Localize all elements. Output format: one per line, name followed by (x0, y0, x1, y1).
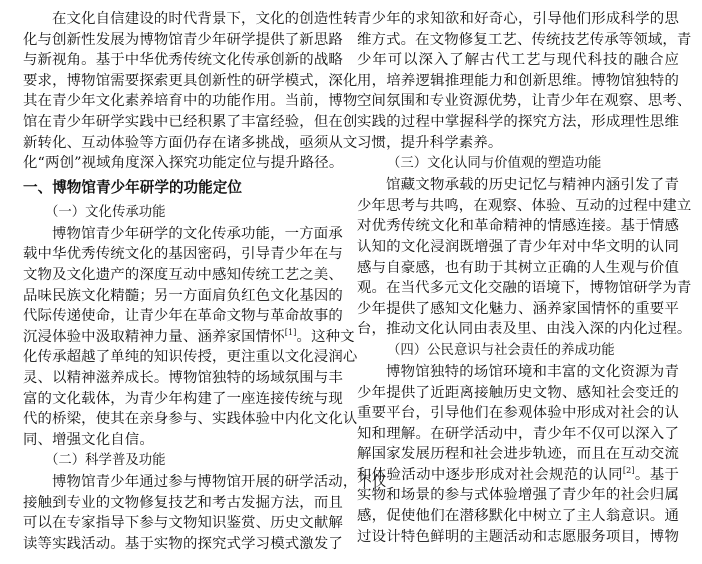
text-line: 博物馆独特的场馆环境和丰富的文化资源为青 (386, 363, 679, 380)
text-line: 空间氛围和专业资源优势，让青少年在观察、思考、 (357, 93, 692, 110)
text-line: 青少年的求知欲和好奇心，引导他们形成科学的思 (357, 11, 679, 27)
text-line: 接触到专业的文物修复技艺和考古发掘方法，而且 (23, 494, 343, 511)
text-line: 化“两创”视域角度深入探究功能定位与提升路径。 (23, 155, 344, 172)
text-line: 知和理解。在研学活动中，青少年不仅可以深入了 (357, 425, 679, 442)
text-segment: 和体验活动中逐步形成对社会规范的认同 (357, 466, 623, 483)
text-line: 与新视角。基于中华优秀传统文化传承创新的战略 (23, 52, 343, 69)
text-line: 观。在当代多元文化交融的语境下，博物馆研学为青 (357, 280, 692, 297)
text-line: 台，推动文化认同由表及里、由浅入深的内化过程。 (357, 321, 692, 338)
cultural-heritage-paragraph (23, 224, 358, 451)
text-line (357, 465, 679, 486)
text-line: 代的桥梁，使其在亲身参与、实践体验中内化文化认 (23, 411, 358, 428)
text-line: 认知的文化浸润既增强了青少年对中华文明的认同 (357, 238, 679, 255)
civic-awareness-paragraph (357, 362, 679, 547)
left-column (23, 9, 387, 555)
text-line: 化与创新性发展为博物馆青少年研学提供了新思路 (23, 31, 343, 48)
subsection-heading: （二）科学普及功能 (45, 453, 166, 469)
text-line: 少年提供了近距离接触历史文物、感知社会变迁的 (357, 384, 679, 401)
text-segment: 。这种文 (296, 328, 355, 345)
text-line: 富的文化载体，为青少年构建了一座连接传统与现 (23, 390, 343, 407)
text-line: 载中华优秀传统文化的基因密码，引导青少年在与 (23, 246, 343, 263)
text-line: 维方式。在文物修复工艺、传统技艺传承等领域，青 (357, 31, 692, 48)
text-line: 用，培养逻辑推理能力和创新思维。博物馆独特的 (357, 72, 679, 89)
text-line: 博物馆青少年研学的文化传承功能，一方面承 (52, 225, 343, 242)
text-line: 少年提供了感知文化魅力、涵养家国情怀的重要平 (357, 300, 679, 317)
section-heading: 一、博物馆青少年研学的功能定位 (23, 178, 242, 196)
text-line: 感与自豪感，也有助于其树立正确的人生观与价值 (357, 259, 679, 276)
text-line: 对优秀传统文化和革命精神的情感连接。基于情感 (357, 218, 679, 235)
text-line (23, 327, 355, 348)
text-segment: 。基于 (634, 466, 680, 483)
citation-ref: [2] (622, 465, 635, 475)
text-line: 灵、以精神滋养成长。博物馆独特的场域氛围与丰 (23, 369, 343, 386)
text-line: 博物馆青少年通过参与博物馆开展的研学活动，不仅 (52, 474, 387, 491)
text-line: 馆藏文物承载的历史记忆与精神内涵引发了青 (386, 177, 679, 194)
text-segment: 沉浸体验中汲取精神力量、涵养家国情怀 (23, 328, 285, 345)
subsection-heading: （四）公民意识与社会责任的养成功能 (387, 342, 615, 358)
text-line: 馆在青少年研学实践中已经积累了丰富经验，但在创 (23, 113, 358, 130)
subsection-heading: （一）文化传承功能 (45, 204, 166, 220)
cultural-identity-paragraph (357, 175, 692, 340)
text-line: 同、增强文化自信。 (23, 431, 154, 448)
text-line: 其在青少年文化素养培育中的功能作用。当前，博物 (23, 93, 358, 110)
text-line: 解国家发展历程和社会进步轨迹，而且在互动交流 (357, 446, 679, 463)
text-line: 品味民族文化精髓；另一方面肩负红色文化基因的 (23, 287, 343, 304)
text-line: 要求，博物馆需要探索更具创新性的研学模式，深化 (23, 72, 358, 89)
text-line: 化传承超越了单纯的知识传授，更注重以文化浸润心 (23, 349, 358, 366)
text-line: 重要平台，引导他们在参观体验中形成对社会的认 (357, 405, 679, 422)
text-line: 少年可以深入了解古代工艺与现代科技的融合应 (357, 52, 679, 69)
text-line: 在文化自信建设的时代背景下，文化的创造性转 (52, 11, 358, 27)
subsection-heading: （三）文化认同与价值观的塑造功能 (387, 156, 602, 172)
text-line: 过设计特色鲜明的主题活动和志愿服务项目，博物 (357, 528, 679, 545)
text-line: 新转化、互动体验等方面仍存在诸多挑战，亟须从文 (23, 134, 358, 151)
text-line: 感，促使他们在潜移默化中树立了主人翁意识。通 (357, 508, 679, 525)
text-line: 文物及文化遗产的深度互动中感知传统工艺之美、 (23, 266, 343, 283)
text-line: 习惯，提升科学素养。 (357, 134, 503, 151)
science-paragraph (23, 472, 387, 554)
science-paragraph-continued (357, 9, 692, 153)
text-line: 少年思考与共鸣，在观察、体验、互动的过程中建立 (357, 197, 692, 214)
right-column (357, 9, 692, 547)
intro-paragraph (23, 9, 358, 174)
text-line: 实践的过程中掌握科学的探究方法，形成理性思维 (357, 113, 679, 130)
citation-ref: [1] (284, 327, 297, 337)
text-line: 实物和场景的参与式体验增强了青少年的社会归属 (357, 487, 679, 504)
text-line: 代际传递使命，让青少年在革命文物与革命故事的 (23, 308, 343, 325)
text-line: 可以在专家指导下参与文物知识鉴赏、历史文献解 (23, 515, 343, 532)
text-line: 读等实践活动。基于实物的探究式学习模式激发了 (23, 536, 343, 553)
